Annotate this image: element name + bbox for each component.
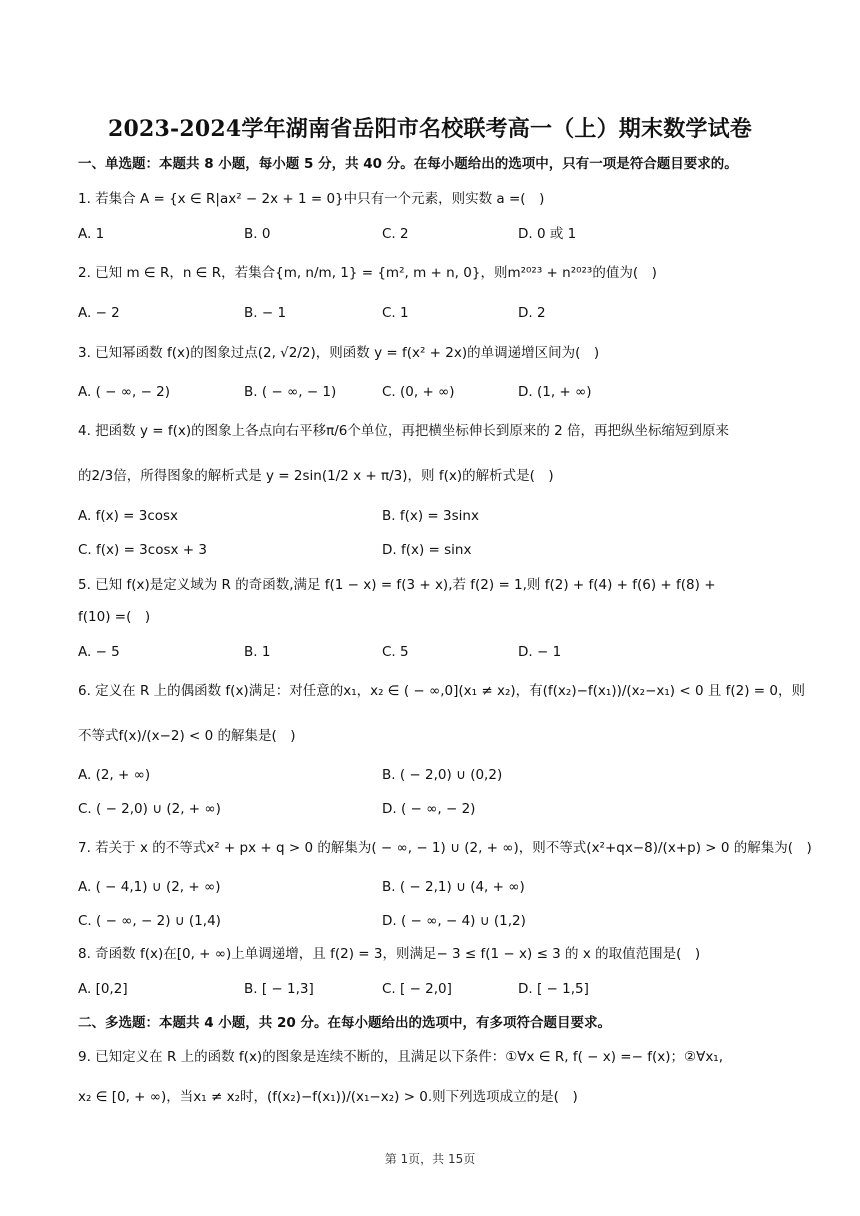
question-7-option-b[interactable]: B. ( − 2,1) ∪ (4, + ∞)	[382, 879, 525, 895]
question-8-option-a[interactable]: A. [0,2]	[78, 981, 128, 997]
question-7-option-d[interactable]: D. ( − ∞, − 4) ∪ (1,2)	[382, 913, 526, 929]
question-4-stem-line-1: 4. 把函数 y = f(x)的图象上各点向右平移π/6个单位，再把横坐标伸长到原来的 2 倍，再把纵坐标缩短到原来	[78, 423, 730, 439]
section-single-choice-header: 一、单选题：本题共 8 小题，每小题 5 分，共 40 分。在每小题给出的选项中，只有一项是符合题目要求的。	[78, 156, 738, 172]
question-7-option-a[interactable]: A. ( − 4,1) ∪ (2, + ∞)	[78, 879, 221, 895]
question-1-option-a[interactable]: A. 1	[78, 226, 105, 242]
question-5-option-a[interactable]: A. − 5	[78, 644, 120, 660]
question-1-option-b[interactable]: B. 0	[244, 226, 271, 242]
question-9-stem-line-1: 9. 已知定义在 R 上的函数 f(x)的图象是连续不断的，且满足以下条件：①∀x ∈ R, f( − x) =− f(x)；②∀x₁,	[78, 1049, 724, 1065]
section-multiple-choice-header: 二、多选题：本题共 4 小题，共 20 分。在每小题给出的选项中，有多项符合题目要求。	[78, 1015, 611, 1031]
question-5-stem-line-1: 5. 已知 f(x)是定义域为 R 的奇函数,满足 f(1 − x) = f(3 + x),若 f(2) = 1,则 f(2) + f(4) + f(6) + f(8) +	[78, 577, 716, 593]
question-4-option-b[interactable]: B. f(x) = 3sinx	[382, 508, 479, 524]
question-4-stem-line-2: 的2/3倍，所得图象的解析式是 y = 2sin(1/2 x + π/3)，则 f(x)的解析式是( )	[78, 468, 554, 484]
question-5-option-d[interactable]: D. − 1	[518, 644, 562, 660]
question-3-option-b[interactable]: B. ( − ∞, − 1)	[244, 384, 337, 400]
question-8-option-b[interactable]: B. [ − 1,3]	[244, 981, 314, 997]
question-9-stem-line-2: x₂ ∈ [0, + ∞)，当x₁ ≠ x₂时，(f(x₂)−f(x₁))/(x₁−x₂) > 0.则下列选项成立的是( )	[78, 1089, 578, 1105]
question-7-stem: 7. 若关于 x 的不等式x² + px + q > 0 的解集为( − ∞, − 1) ∪ (2, + ∞)，则不等式(x²+qx−8)/(x+p) > 0 的解集为( )	[78, 840, 812, 856]
question-4-option-d[interactable]: D. f(x) = sinx	[382, 542, 472, 558]
question-2-stem: 2. 已知 m ∈ R，n ∈ R，若集合{m, n/m, 1} = {m², m + n, 0}，则m²⁰²³ + n²⁰²³的值为( )	[78, 265, 657, 281]
question-4-option-c[interactable]: C. f(x) = 3cosx + 3	[78, 542, 207, 558]
question-8-stem: 8. 奇函数 f(x)在[0, + ∞)上单调递增，且 f(2) = 3，则满足− 3 ≤ f(1 − x) ≤ 3 的 x 的取值范围是( )	[78, 946, 701, 962]
question-6-option-c[interactable]: C. ( − 2,0) ∪ (2, + ∞)	[78, 801, 221, 817]
question-1-option-d[interactable]: D. 0 或 1	[518, 226, 577, 242]
question-6-stem-line-2: 不等式f(x)/(x−2) < 0 的解集是( )	[78, 728, 296, 744]
question-6-option-a[interactable]: A. (2, + ∞)	[78, 767, 151, 783]
question-3-option-a[interactable]: A. ( − ∞, − 2)	[78, 384, 171, 400]
question-4-option-a[interactable]: A. f(x) = 3cosx	[78, 508, 179, 524]
page-footer: 第 1页，共 15页	[384, 1152, 476, 1166]
question-8-option-d[interactable]: D. [ − 1,5]	[518, 981, 589, 997]
question-8-option-c[interactable]: C. [ − 2,0]	[382, 981, 452, 997]
question-6-option-d[interactable]: D. ( − ∞, − 2)	[382, 801, 476, 817]
question-5-option-b[interactable]: B. 1	[244, 644, 271, 660]
question-3-stem: 3. 已知幂函数 f(x)的图象过点(2, √2/2)，则函数 y = f(x² + 2x)的单调递增区间为( )	[78, 345, 600, 361]
question-1-stem: 1. 若集合 A = {x ∈ R|ax² − 2x + 1 = 0}中只有一个元素，则实数 a =( )	[78, 191, 545, 207]
question-3-option-c[interactable]: C. (0, + ∞)	[382, 384, 455, 400]
question-6-option-b[interactable]: B. ( − 2,0) ∪ (0,2)	[382, 767, 503, 783]
question-2-option-b[interactable]: B. − 1	[244, 305, 287, 321]
question-3-option-d[interactable]: D. (1, + ∞)	[518, 384, 592, 400]
question-7-option-c[interactable]: C. ( − ∞, − 2) ∪ (1,4)	[78, 913, 221, 929]
question-2-option-a[interactable]: A. − 2	[78, 305, 120, 321]
question-2-option-c[interactable]: C. 1	[382, 305, 409, 321]
question-6-stem-line-1: 6. 定义在 R 上的偶函数 f(x)满足：对任意的x₁，x₂ ∈ ( − ∞,0](x₁ ≠ x₂)，有(f(x₂)−f(x₁))/(x₂−x₁) < 0 且 f(2) = 0，则	[78, 683, 805, 699]
question-5-option-c[interactable]: C. 5	[382, 644, 409, 660]
exam-title: 2023-2024学年湖南省岳阳市名校联考高一（上）期末数学试卷	[108, 116, 752, 142]
question-1-option-c[interactable]: C. 2	[382, 226, 409, 242]
question-2-option-d[interactable]: D. 2	[518, 305, 546, 321]
question-5-stem-line-2: f(10) =( )	[78, 609, 151, 625]
